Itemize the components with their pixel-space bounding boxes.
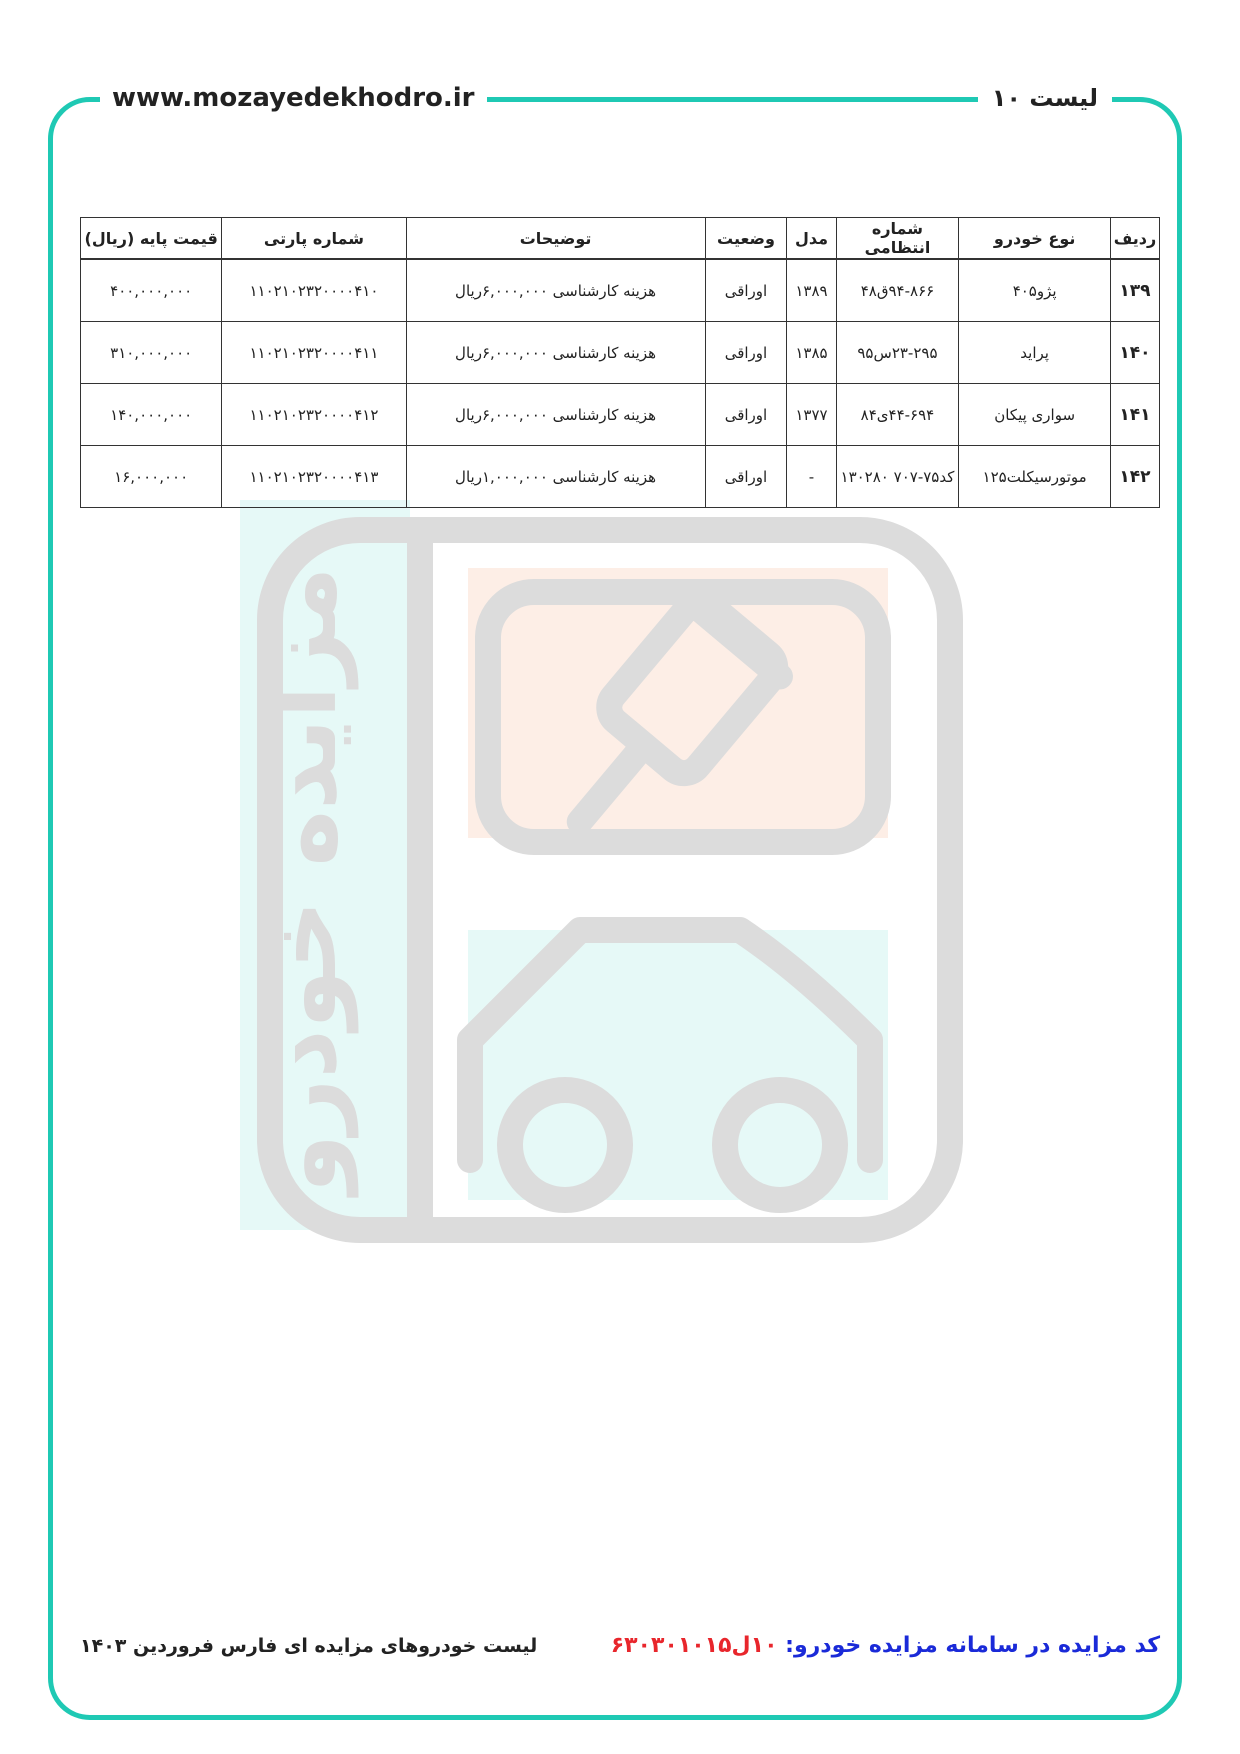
status: اوراقی (705, 384, 787, 446)
status: اوراقی (705, 446, 787, 508)
description: هزینه کارشناسی ۶,۰۰۰,۰۰۰ریال (406, 322, 705, 384)
plate-number: ۴۴-۶۹۴ی۸۴ (836, 384, 959, 446)
party-number: ۱۱۰۲۱۰۲۳۲۰۰۰۰۴۱۰ (222, 259, 406, 322)
model-year: ۱۳۸۵ (787, 322, 836, 384)
vehicle-type: پراید (959, 322, 1111, 384)
footer-list-title: لیست خودروهای مزایده ای فارس فروردین ۱۴۰۳ (80, 1635, 538, 1657)
footer-auction-code (611, 1633, 1160, 1658)
vehicle-type: پژو۴۰۵ (959, 259, 1111, 322)
auction-code-value: ۱۰ل۶۳۰۳۰۱۰۱۵ (610, 1633, 778, 1658)
description: هزینه کارشناسی ۶,۰۰۰,۰۰۰ریال (406, 259, 705, 322)
vehicle-type: موتورسیکلت۱۲۵ (959, 446, 1111, 508)
table-row (81, 446, 1160, 508)
table-header-row (81, 218, 1160, 260)
status: اوراقی (705, 259, 787, 322)
description: هزینه کارشناسی ۶,۰۰۰,۰۰۰ریال (406, 384, 705, 446)
header-model: مدل (787, 218, 836, 260)
header-vehicle-type: نوع خودرو (959, 218, 1111, 260)
header-base-price: قیمت پایه (ریال) (81, 218, 222, 260)
header-description: توضیحات (406, 218, 705, 260)
watermark-text: مزایده خودرو (246, 566, 358, 1194)
row-number: ۱۳۹ (1110, 259, 1159, 322)
base-price: ۱۶,۰۰۰,۰۰۰ (81, 446, 222, 508)
model-year: ۱۳۷۷ (787, 384, 836, 446)
description: هزینه کارشناسی ۱,۰۰۰,۰۰۰ریال (406, 446, 705, 508)
header-status: وضعیت (705, 218, 787, 260)
model-year: - (787, 446, 836, 508)
vehicle-type: سواری پیکان (959, 384, 1111, 446)
watermark-logo (240, 500, 1010, 1260)
table-row (81, 384, 1160, 446)
list-number: لیست ۱۰ (978, 80, 1112, 116)
header-party-number: شماره پارتی (222, 218, 406, 260)
row-number: ۱۴۲ (1110, 446, 1159, 508)
auction-code-label: کد مزایده در سامانه مزایده خودرو: (785, 1633, 1160, 1658)
website-url[interactable]: www.mozayedekhodro.ir (100, 80, 487, 116)
auction-table (80, 217, 1160, 508)
plate-number: کد۷۵-۷۰۷ ۱۳۰۲۸۰ (836, 446, 959, 508)
header-plate-number: شماره انتظامی (836, 218, 959, 260)
table-row (81, 322, 1160, 384)
status: اوراقی (705, 322, 787, 384)
base-price: ۳۱۰,۰۰۰,۰۰۰ (81, 322, 222, 384)
party-number: ۱۱۰۲۱۰۲۳۲۰۰۰۰۴۱۳ (222, 446, 406, 508)
model-year: ۱۳۸۹ (787, 259, 836, 322)
base-price: ۴۰۰,۰۰۰,۰۰۰ (81, 259, 222, 322)
row-number: ۱۴۱ (1110, 384, 1159, 446)
plate-number: ۹۴-۸۶۶ق۴۸ (836, 259, 959, 322)
base-price: ۱۴۰,۰۰۰,۰۰۰ (81, 384, 222, 446)
header-row-number: ردیف (1110, 218, 1159, 260)
table-row (81, 259, 1160, 322)
row-number: ۱۴۰ (1110, 322, 1159, 384)
party-number: ۱۱۰۲۱۰۲۳۲۰۰۰۰۴۱۲ (222, 384, 406, 446)
party-number: ۱۱۰۲۱۰۲۳۲۰۰۰۰۴۱۱ (222, 322, 406, 384)
plate-number: ۲۳-۲۹۵س۹۵ (836, 322, 959, 384)
